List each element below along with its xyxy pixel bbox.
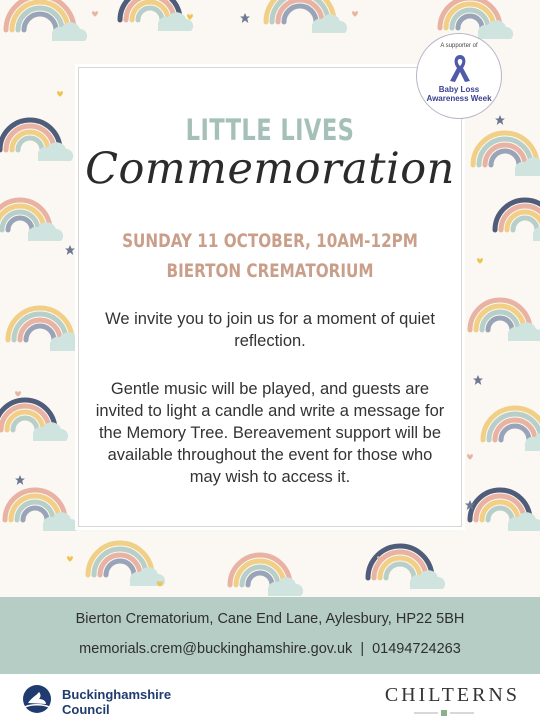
contact-phone[interactable]: 01494724263: [372, 641, 461, 657]
rainbow-motif: [483, 408, 540, 451]
heart-icon: [467, 454, 473, 460]
event-title: LITTLE LIVES: [185, 113, 355, 147]
contact-line: [0, 641, 540, 657]
heart-icon: [15, 391, 21, 397]
logo-bar: [0, 674, 540, 720]
rainbow-motif: [495, 200, 540, 241]
invitation-card: [78, 67, 462, 527]
heart-icon: [187, 14, 193, 20]
rainbow-motif: [266, 0, 347, 33]
chilterns-mark-icon: [414, 709, 474, 717]
star-icon: [473, 375, 483, 385]
heart-icon: [352, 11, 358, 17]
chilterns-logo-text: CHILTERNS: [384, 684, 520, 706]
event-title-script: Commemoration: [85, 144, 455, 194]
rainbow-motif: [368, 546, 445, 589]
heart-icon: [67, 556, 73, 562]
event-date-time: SUNDAY 11 OCTOBER, 10AM-12PM: [122, 230, 418, 252]
rainbow-motif: [0, 120, 73, 161]
contact-band: [0, 597, 540, 674]
rainbow-motif: [120, 0, 193, 31]
heart-icon: [477, 258, 483, 264]
rainbow-motif: [0, 200, 63, 241]
star-icon: [240, 13, 250, 23]
heart-icon: [92, 11, 98, 17]
badge-supporter-text: A supporter of: [440, 43, 478, 49]
event-venue: BIERTON CREMATORIUM: [166, 260, 374, 282]
rainbow-motif: [5, 490, 78, 531]
intro-paragraph: We invite you to join us for a moment of quiet reflection.: [105, 310, 435, 350]
crematorium-address: Bierton Crematorium, Cane End Lane, Aylesbury, HP22 5BH: [75, 611, 465, 627]
council-logo-text: [62, 687, 171, 717]
heart-icon: [57, 91, 63, 97]
rainbow-motif: [88, 543, 165, 586]
details-paragraph: Gentle music will be played, and guests are invited to light a candle and write a message for the Memory Tree. Bereavement support will be available throughout the event for those who may wish to access it.: [95, 380, 445, 486]
baby-loss-awareness-badge: [416, 33, 502, 119]
rainbow-motif: [470, 490, 540, 531]
contact-email[interactable]: memorials.crem@buckinghamshire.gov.uk: [79, 641, 353, 657]
council-name-line2: Council: [62, 702, 110, 717]
star-icon: [15, 475, 25, 485]
badge-campaign-name: Baby Loss Awareness Week: [426, 85, 492, 103]
council-name-line1: Buckinghamshire: [62, 687, 172, 702]
rainbow-motif: [6, 0, 87, 41]
rainbow-motif: [0, 400, 68, 441]
contact-separator: |: [360, 641, 365, 657]
buckinghamshire-swan-icon: [20, 684, 54, 714]
rainbow-motif: [230, 555, 303, 596]
star-icon: [65, 245, 75, 255]
rainbow-motif: [470, 300, 540, 341]
rainbow-motif: [473, 133, 540, 176]
rainbow-motif: [8, 308, 85, 351]
star-icon: [495, 115, 505, 125]
awareness-ribbon-icon: [446, 52, 474, 84]
